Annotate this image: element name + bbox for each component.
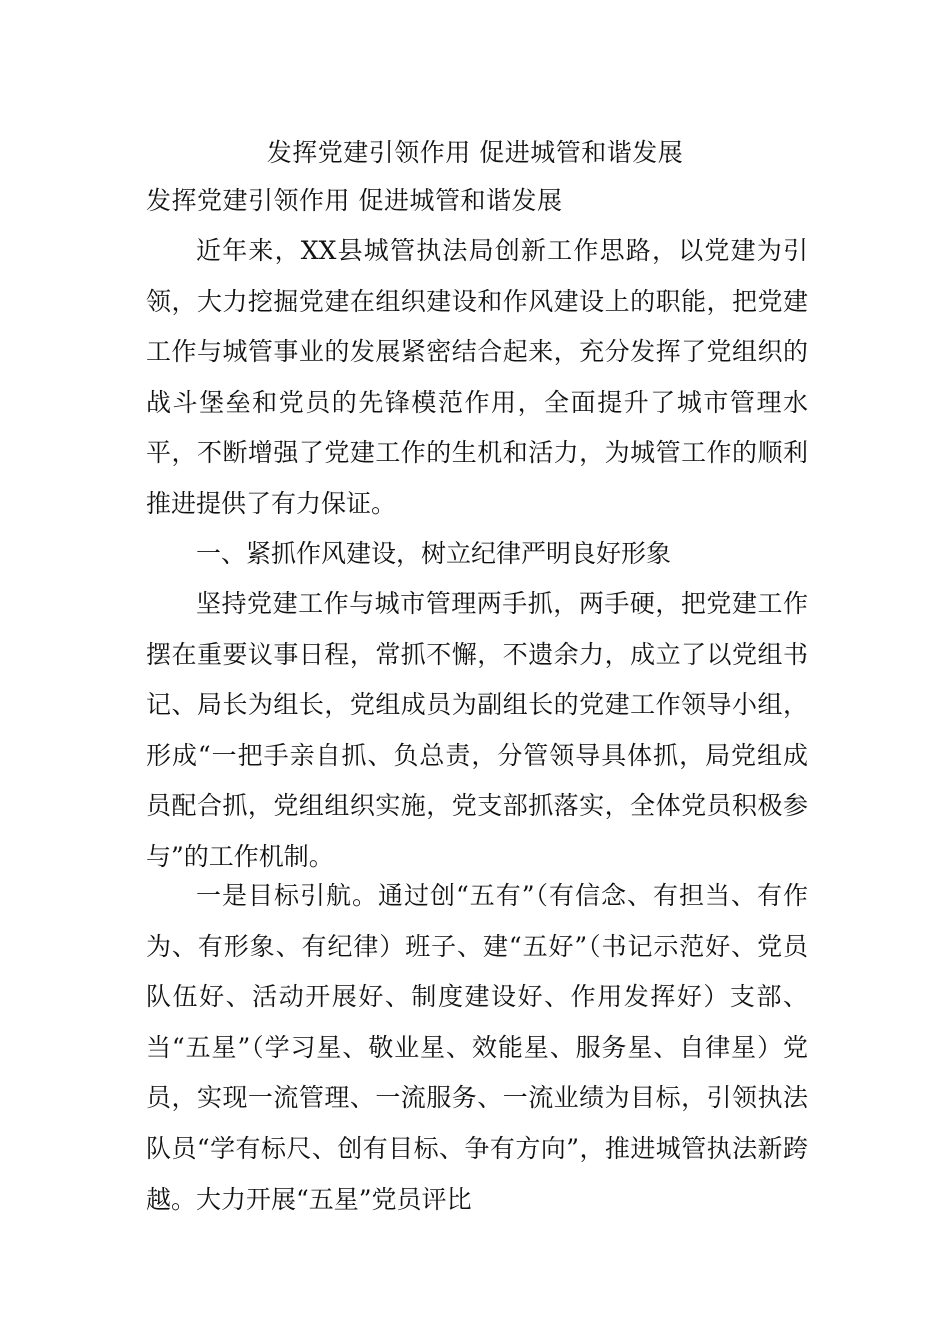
document-title-centered: 发挥党建引领作用 促进城管和谐发展 [266,138,684,167]
document-title-left: 发挥党建引领作用 促进城管和谐发展 [146,186,563,215]
paragraph-intro: 近年来，XX县城管执法局创新工作思路，以党建为引领，大力挖掘党建在组织建设和作风建设上的职能，把党建工作与城管事业的发展紧密结合起来，充分发挥了党组织的战斗堡垒和党员的先锋模范作用，全面提升了城市管理水平，不断增强了党建工作的生机和活力，为城管工作的顺利推进提供了有力保证。 [146,236,808,518]
section-heading-1: 一、紧抓作风建设，树立纪律严明良好形象 [196,539,672,568]
paragraph-goal-guidance: 一是目标引航。通过创“五有”（有信念、有担当、有作为、有形象、有纪律）班子、建“五好”（书记示范好、党员队伍好、活动开展好、制度建设好、作用发挥好）支部、当“五星”（学习星、敬业星、效能星、服务星、自律星）党员，实现一流管理、一流服务、一流业绩为目标，引领执法队员“学有标尺、创有目标、争有方向”，推进城管执法新跨越。大力开展“五星”党员评比 [146,881,808,1214]
paragraph-section-1: 坚持党建工作与城市管理两手抓，两手硬，把党建工作摆在重要议事日程，常抓不懈，不遗余力，成立了以党组书记、局长为组长，党组成员为副组长的党建工作领导小组，形成“一把手亲自抓、负总责，分管领导具体抓，局党组成员配合抓，党组组织实施，党支部抓落实，全体党员积极参与”的工作机制。 [146,589,808,871]
